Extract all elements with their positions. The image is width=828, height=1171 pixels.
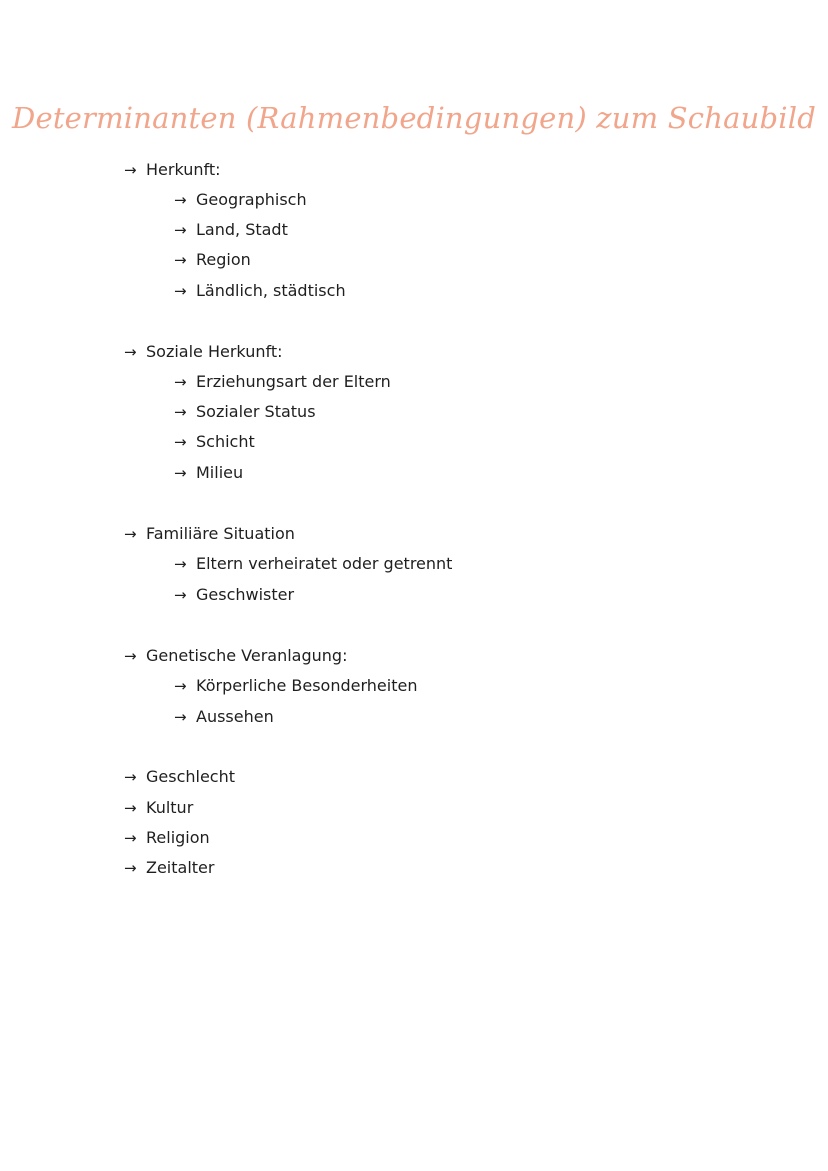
list-item — [174, 674, 417, 698]
arrow-icon: → — [124, 161, 137, 179]
arrow-icon: → — [124, 799, 137, 817]
list-item — [174, 461, 243, 485]
list-item-label: Kultur — [146, 798, 194, 817]
arrow-icon: → — [174, 403, 187, 421]
list-item-label: Geographisch — [196, 190, 307, 209]
section-familiaere-situation — [124, 522, 295, 546]
section-label: Herkunft: — [146, 160, 221, 179]
list-item — [174, 430, 255, 454]
list-item-label: Milieu — [196, 463, 244, 482]
list-item-label: Erziehungsart der Eltern — [196, 372, 391, 391]
list-item-label: Religion — [146, 828, 210, 847]
list-item-label: Zeitalter — [146, 858, 215, 877]
list-item-label: Aussehen — [196, 707, 274, 726]
arrow-icon: → — [124, 647, 137, 665]
arrow-icon: → — [174, 221, 187, 239]
arrow-icon: → — [174, 708, 187, 726]
arrow-icon: → — [174, 191, 187, 209]
section-genetische-veranlagung — [124, 644, 347, 668]
arrow-icon: → — [124, 525, 137, 543]
list-item-religion — [124, 826, 210, 850]
list-item-zeitalter — [124, 856, 214, 880]
arrow-icon: → — [174, 433, 187, 451]
list-item-label: Ländlich, städtisch — [196, 281, 346, 300]
list-item-label: Eltern verheiratet oder getrennt — [196, 554, 453, 573]
list-item-label: Geschwister — [196, 585, 295, 604]
list-item — [174, 248, 251, 272]
section-label: Familiäre Situation — [146, 524, 295, 543]
list-item — [174, 705, 274, 729]
list-item-label: Körperliche Besonderheiten — [196, 676, 418, 695]
arrow-icon: → — [124, 829, 137, 847]
list-item — [174, 218, 288, 242]
list-item-label: Land, Stadt — [196, 220, 288, 239]
arrow-icon: → — [174, 282, 187, 300]
arrow-icon: → — [174, 464, 187, 482]
list-item-geschlecht — [124, 765, 235, 789]
page-title: Determinanten (Rahmenbedingungen) zum Schaubild — [12, 101, 816, 135]
arrow-icon: → — [174, 677, 187, 695]
list-item — [174, 583, 294, 607]
arrow-icon: → — [174, 555, 187, 573]
arrow-icon: → — [174, 251, 187, 269]
list-item — [174, 188, 307, 212]
arrow-icon: → — [124, 343, 137, 361]
section-soziale-herkunft — [124, 340, 283, 364]
list-item — [174, 370, 391, 394]
list-item-label: Schicht — [196, 432, 255, 451]
arrow-icon: → — [174, 586, 187, 604]
list-item-kultur — [124, 796, 193, 820]
arrow-icon: → — [124, 859, 137, 877]
list-item-label: Sozialer Status — [196, 402, 316, 421]
arrow-icon: → — [174, 373, 187, 391]
list-item-label: Region — [196, 250, 251, 269]
section-label: Soziale Herkunft: — [146, 342, 283, 361]
list-item — [174, 279, 346, 303]
section-label: Genetische Veranlagung: — [146, 646, 348, 665]
section-herkunft — [124, 158, 221, 182]
list-item-label: Geschlecht — [146, 767, 236, 786]
arrow-icon: → — [124, 768, 137, 786]
list-item — [174, 400, 316, 424]
list-item — [174, 552, 452, 576]
